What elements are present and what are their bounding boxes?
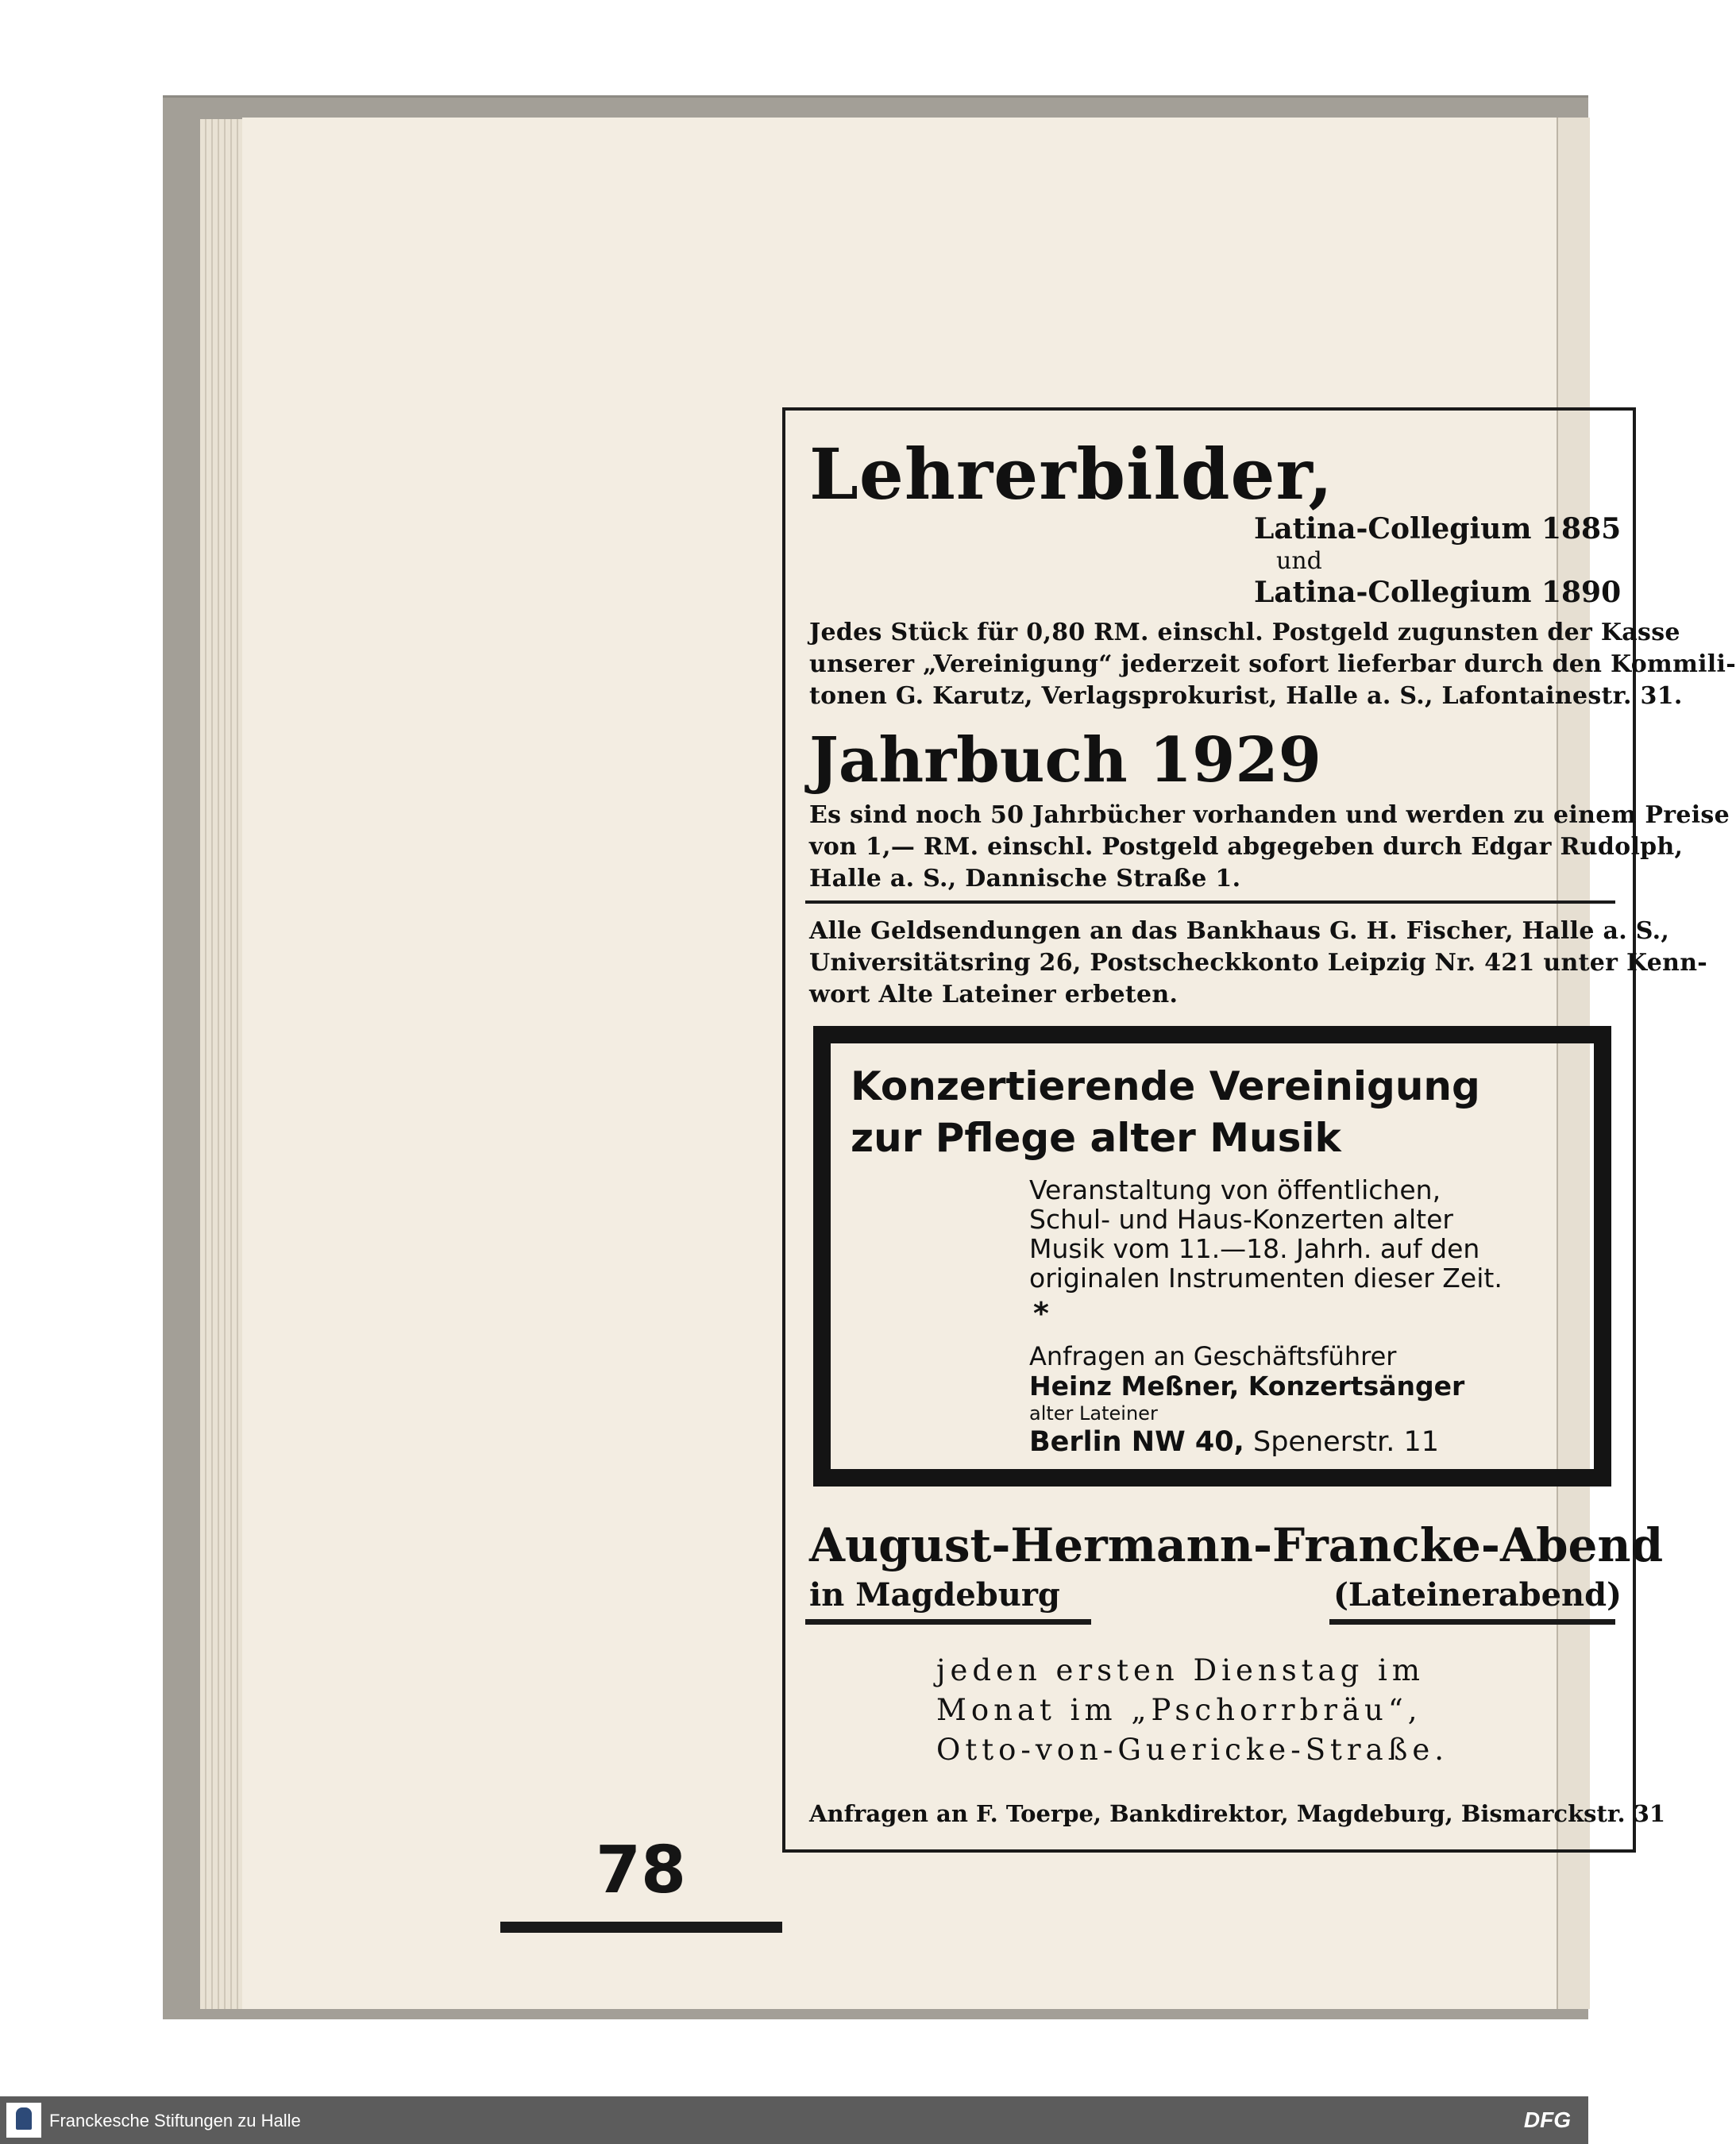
lehrerbilder-line-2: unserer „Vereinigung“ jederzeit sofort lieferbar durch den Kommili- — [809, 650, 1736, 678]
concert-address — [1029, 1426, 1439, 1458]
francke-line-3: Otto-von-Guericke-Straße. — [936, 1733, 1449, 1767]
francke-location-underline — [805, 1619, 1091, 1625]
jahrbuch-title: Jahrbuch 1929 — [809, 724, 1321, 796]
page-edges — [200, 119, 248, 2009]
geld-line-3: wort Alte Lateiner erbeten. — [809, 981, 1179, 1008]
concert-desc-line-4: originalen Instrumenten dieser Zeit. — [1029, 1263, 1503, 1294]
advertisement-frame — [782, 407, 1736, 1853]
concert-star: * — [1033, 1296, 1049, 1331]
page-number: 78 — [596, 1833, 687, 1908]
francke-subtitle-underline — [1329, 1619, 1615, 1625]
institution-name: Franckesche Stiftungen zu Halle — [49, 2111, 301, 2131]
francke-contact: Anfragen an F. Toerpe, Bankdirektor, Magdeburg, Bismarckstr. 31 — [809, 1800, 1666, 1827]
page-number-rule — [500, 1922, 782, 1933]
lehrerbilder-line-1: Jedes Stück für 0,80 RM. einschl. Postgeld zugunsten der Kasse — [809, 619, 1680, 646]
concert-desc-line-3: Musik vom 11.—18. Jahrh. auf den — [1029, 1233, 1480, 1264]
lehrerbilder-und: und — [1276, 547, 1322, 575]
jahrbuch-line-1: Es sind noch 50 Jahrbücher vorhanden und werden zu einem Preise — [809, 801, 1730, 829]
jahrbuch-line-3: Halle a. S., Dannische Straße 1. — [809, 865, 1241, 893]
francke-line-2: Monat im „Pschorrbräu“, — [936, 1693, 1422, 1727]
concert-address-street: Spenerstr. 11 — [1253, 1426, 1439, 1458]
lehrerbilder-subtitle-1890: Latina-Collegium 1890 — [1254, 576, 1622, 609]
dfg-logo: DFG — [1523, 2107, 1571, 2132]
institution-logo-icon — [6, 2103, 41, 2138]
francke-subtitle: (Lateinerabend) — [1333, 1576, 1622, 1614]
francke-line-1: jeden ersten Dienstag im — [936, 1653, 1425, 1687]
concert-contact-label: Anfragen an Geschäftsführer — [1029, 1341, 1397, 1371]
francke-title: August-Hermann-Francke-Abend — [809, 1518, 1664, 1572]
concert-desc-line-1: Veranstaltung von öffentlichen, — [1029, 1174, 1441, 1205]
concert-desc-line-2: Schul- und Haus-Konzerten alter — [1029, 1204, 1453, 1235]
geld-line-2: Universitätsring 26, Postscheckkonto Leipzig Nr. 421 unter Kenn- — [809, 949, 1708, 977]
concert-address-city: Berlin NW 40, — [1029, 1426, 1244, 1458]
lehrerbilder-line-3: tonen G. Karutz, Verlagsprokurist, Halle a. S., Lafontainestr. 31. — [809, 682, 1683, 710]
concert-contact-note: alter Lateiner — [1029, 1402, 1158, 1425]
concert-advertisement-box — [813, 1026, 1611, 1487]
geld-line-1: Alle Geldsendungen an das Bankhaus G. H. Fischer, Halle a. S., — [809, 917, 1670, 945]
lehrerbilder-title: Lehrerbilder, — [809, 433, 1334, 515]
francke-location: in Magdeburg — [809, 1576, 1060, 1614]
concert-title-line-2: zur Pflege alter Musik — [851, 1115, 1341, 1161]
concert-title-line-1: Konzertierende Vereinigung — [851, 1063, 1480, 1109]
section-divider — [805, 900, 1615, 904]
book-page — [242, 118, 1736, 2009]
lehrerbilder-subtitle-1885: Latina-Collegium 1885 — [1254, 512, 1622, 546]
concert-contact-name: Heinz Meßner, Konzertsänger — [1029, 1371, 1465, 1402]
jahrbuch-line-2: von 1,— RM. einschl. Postgeld abgegeben durch Edgar Rudolph, — [809, 833, 1684, 861]
viewer-footer-bar — [0, 2096, 1588, 2144]
